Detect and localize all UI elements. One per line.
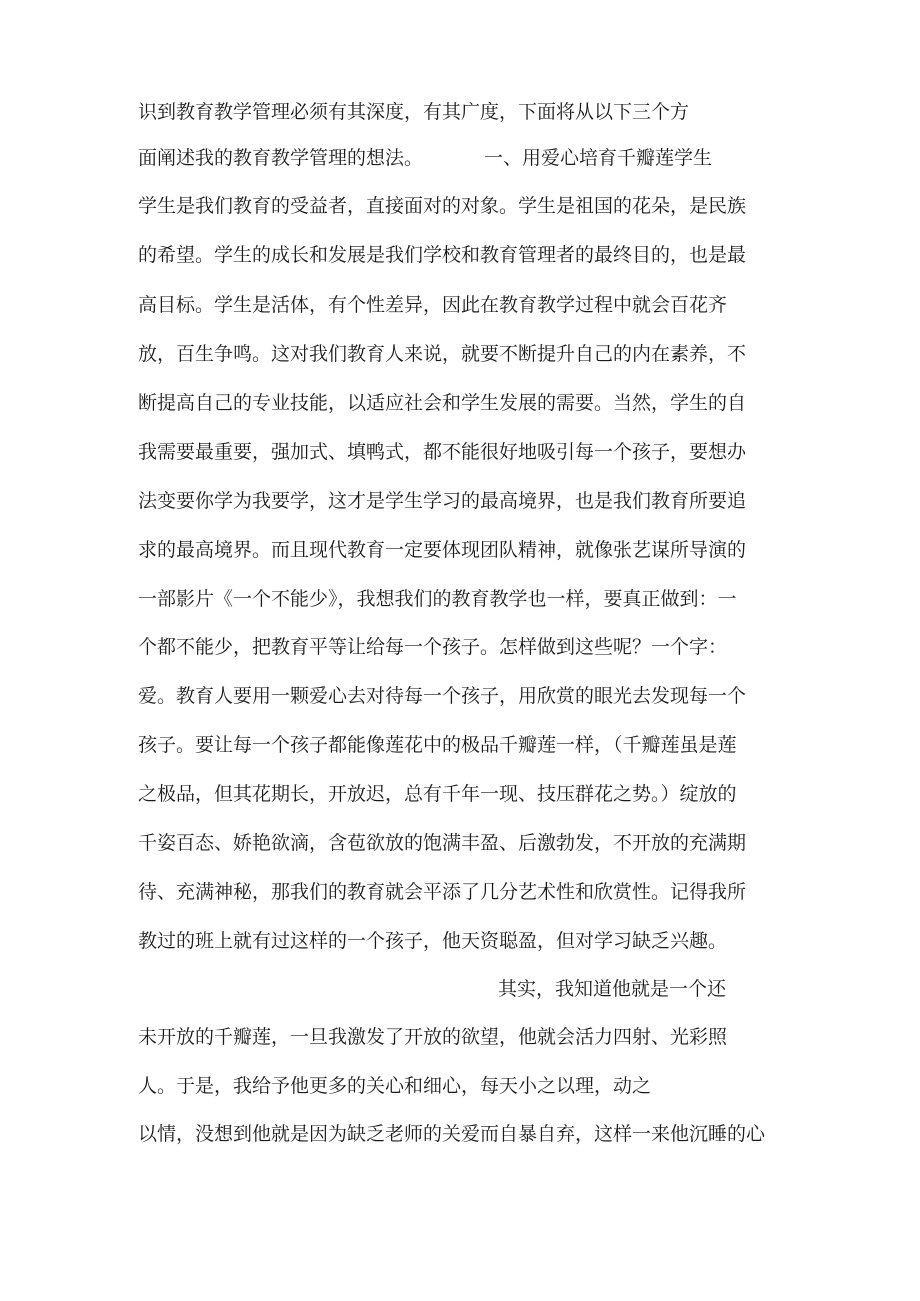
section-heading: 一、用爱心培育千瓣莲学生 <box>484 147 713 169</box>
text-line: 学生是我们教育的受益者，直接面对的对象。学生是祖国的花朵，是民族 <box>138 195 747 217</box>
text-line: 的希望。学生的成长和发展是我们学校和教育管理者的最终目的，也是最 <box>138 244 747 266</box>
text-line: 之极品，但其花期长，开放迟，总有千年一现、技压群花之势。）绽放的 <box>138 783 737 805</box>
text-line: 孩子。要让每一个孩子都能像莲花中的极品千瓣莲一样，（千瓣莲虽是莲 <box>138 734 737 756</box>
text-line: 千姿百态、娇艳欲滴，含苞欲放的饱满丰盈、后激勃发，不开放的充满期 <box>138 832 747 854</box>
text-line: 一部影片《一个不能少》，我想我们的教育教学也一样，要真正做到：一 <box>138 588 737 610</box>
text-line: 爱。教育人要用一颗爱心去对待每一个孩子，用欣赏的眼光去发现每一个 <box>138 685 747 707</box>
text-line: 教过的班上就有过这样的一个孩子，他天资聪盈，但对学习缺乏兴趣。 <box>138 930 728 952</box>
text-line: 高目标。学生是活体，有个性差异，因此在教育教学过程中就会百花齐 <box>138 294 728 316</box>
text-line: 面阐述我的教育教学管理的想法。 <box>138 147 424 169</box>
text-line: 求的最高境界。而且现代教育一定要体现团队精神，就像张艺谋所导演的 <box>138 539 747 561</box>
text-line: 人。于是，我给予他更多的关心和细心，每天小之以理，动之 <box>138 1075 652 1097</box>
text-line: 识到教育教学管理必须有其深度，有其广度，下面将从以下三个方 <box>138 101 690 123</box>
text-line: 我需要最重要，强加式、填鸭式，都不能很好地吸引每一个孩子，要想办 <box>138 441 747 463</box>
text-line: 以情，没想到他就是因为缺乏老师的关爱而自暴自弃，这样一来他沉睡的心 <box>138 1123 766 1145</box>
text-line: 法变要你学为我要学，这才是学生学习的最高境界，也是我们教育所要追 <box>138 490 747 512</box>
text-line: 断提高自己的专业技能，以适应社会和学生发展的需要。当然，学生的自 <box>138 392 747 414</box>
text-line: 其实，我知道他就是一个还 <box>498 978 727 1000</box>
text-line: 放，百生争鸣。这对我们教育人来说，就要不断提升自己的内在素养，不 <box>138 343 747 365</box>
text-line: 未开放的千瓣莲，一旦我激发了开放的欲望，他就会活力四射、光彩照 <box>138 1026 728 1048</box>
text-line: 待、充满神秘，那我们的教育就会平添了几分艺术性和欣赏性。记得我所 <box>138 881 747 903</box>
text-line: 个都不能少，把教育平等让给每一个孩子。怎样做到这些呢？一个字： <box>138 636 728 658</box>
